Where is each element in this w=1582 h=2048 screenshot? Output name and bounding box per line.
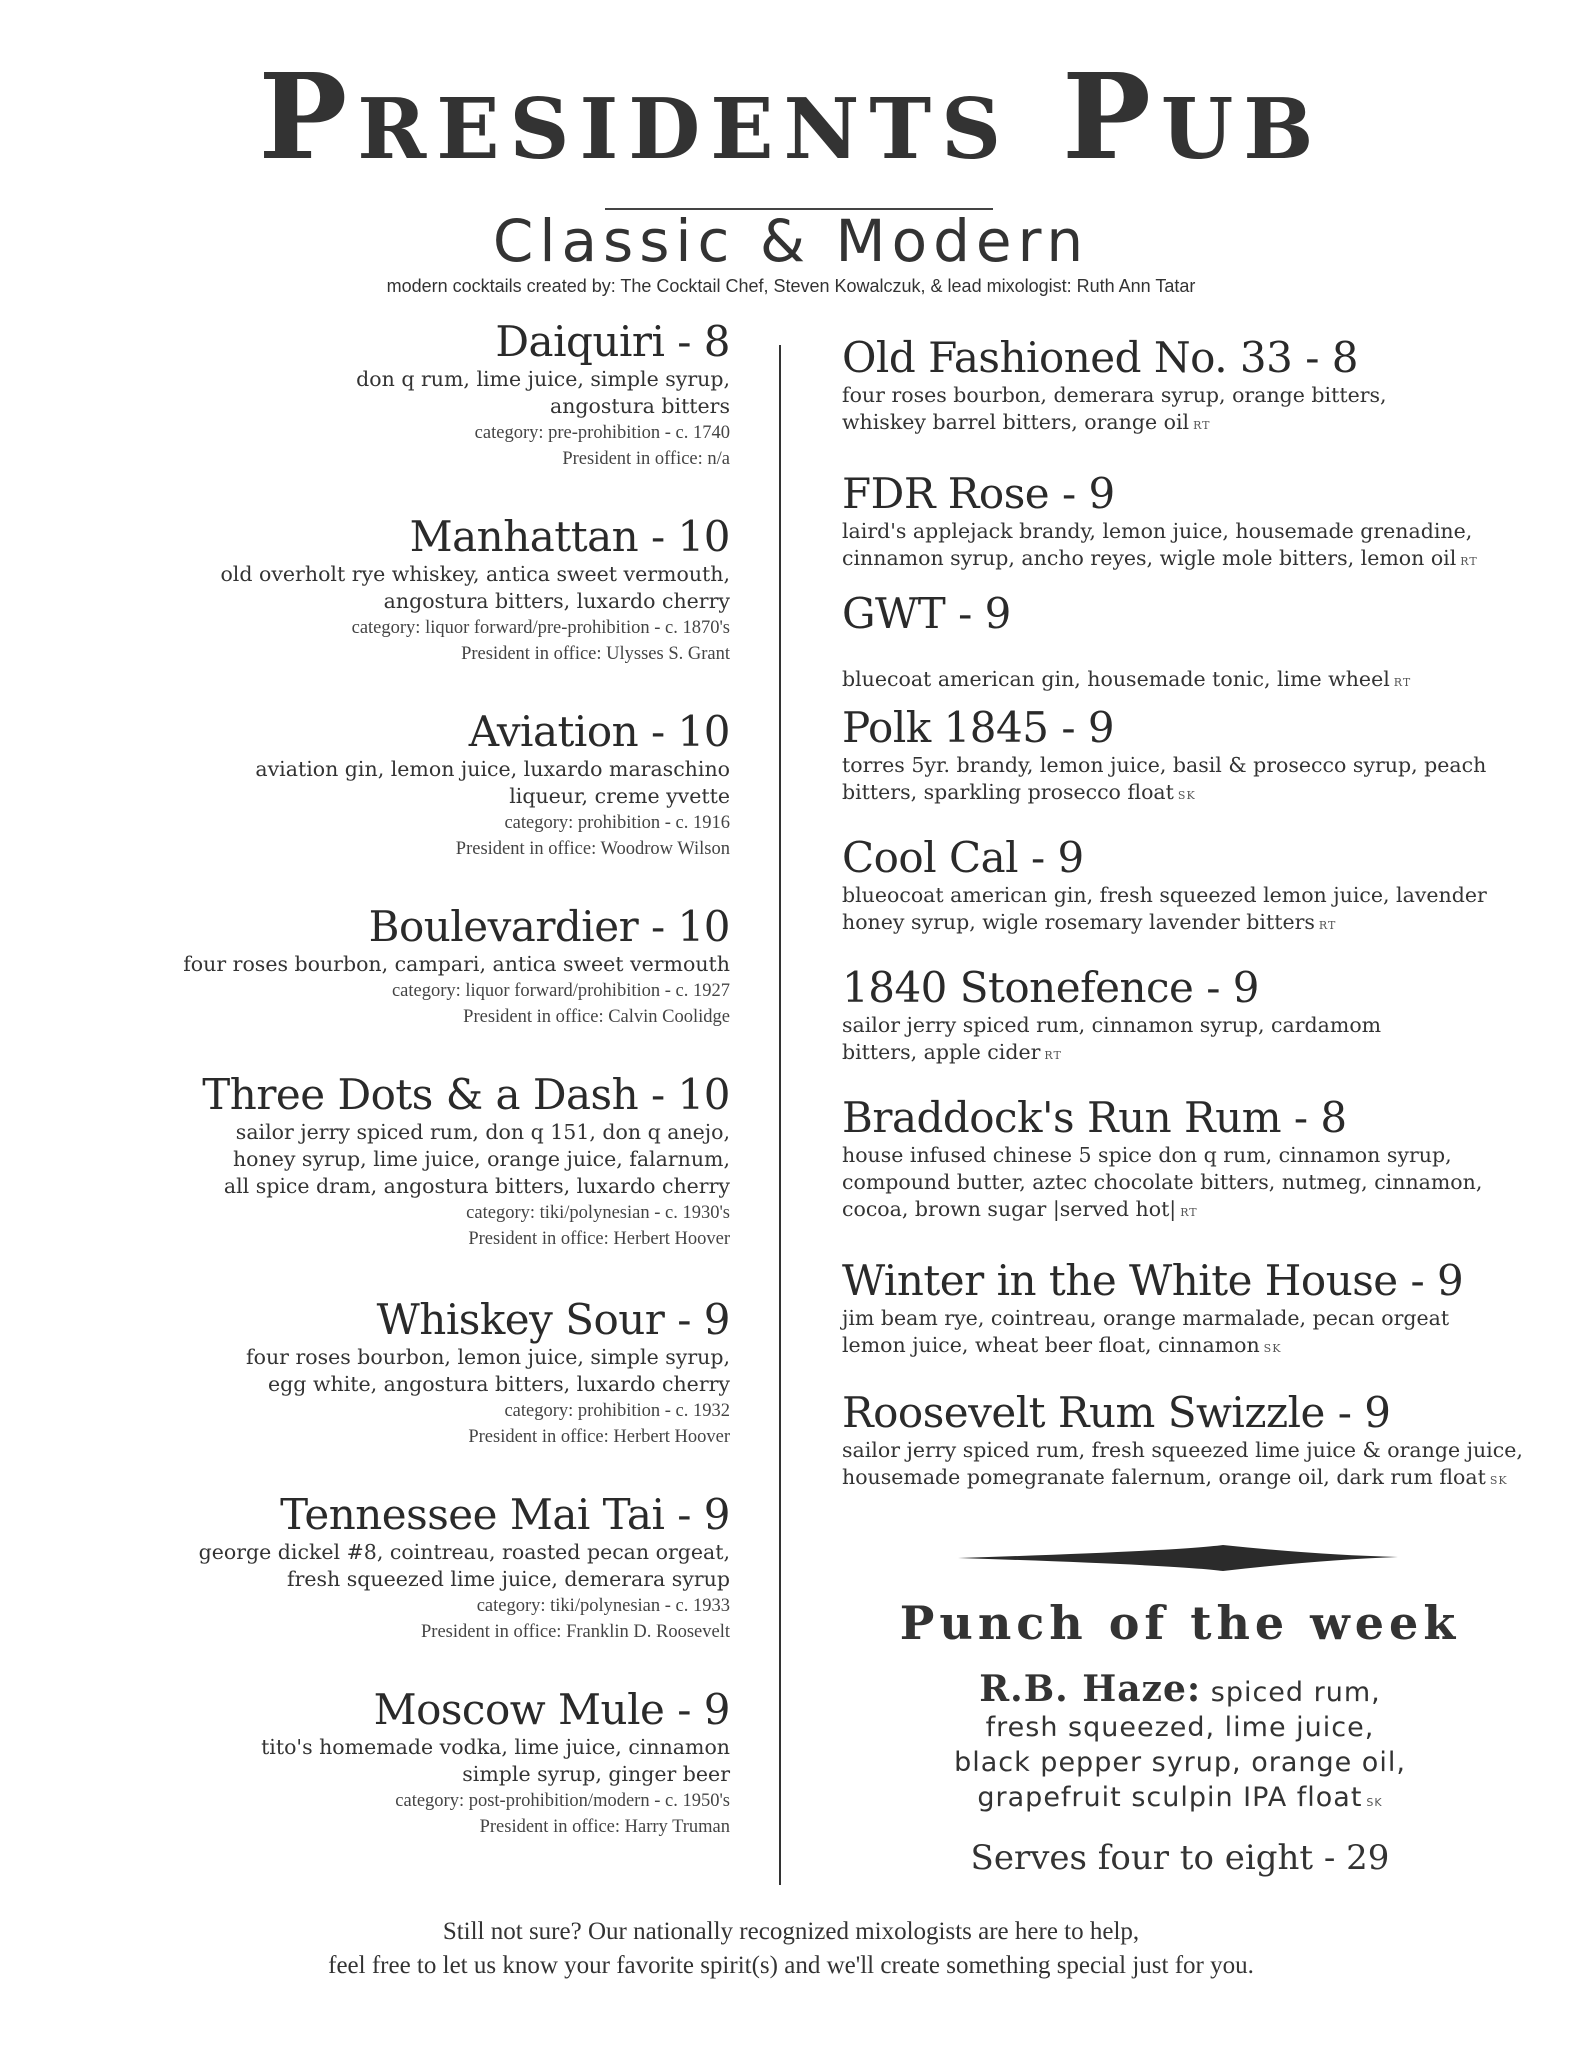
drink-name: Manhattan - 10: [409, 512, 730, 561]
drink-name: FDR Rose - 9: [842, 469, 1115, 518]
drink-president: President in office: Herbert Hoover: [468, 1427, 730, 1447]
drink-item-three-dots-and-a-dash: [202, 1071, 730, 1252]
drink-ingredients: cocoa, brown sugar |served hot| RT: [842, 1197, 1198, 1221]
drink-president: President in office: Harry Truman: [479, 1817, 730, 1837]
drink-item-1840-stonefence: [842, 964, 1381, 1069]
drink-item-old-fashioned-no-33: [842, 334, 1387, 439]
drink-ingredients: honey syrup, wigle rosemary lavender bitters RT: [842, 910, 1337, 934]
drink-ingredients: compound butter, aztec chocolate bitters, nutmeg, cinnamon,: [842, 1170, 1483, 1194]
drink-item-daiquiri: [356, 318, 730, 472]
drink-ingredients: blueocoat american gin, fresh squeezed lemon juice, lavender: [842, 883, 1487, 907]
pub-title: Presidents Pub: [258, 47, 1324, 186]
mixologist-tag: RT: [1180, 1206, 1198, 1219]
drink-ingredients: jim beam rye, cointreau, orange marmalade, pecan orgeat: [842, 1306, 1450, 1330]
mixologist-tag: SK: [1489, 1474, 1508, 1487]
drink-name: Winter in the White House - 9: [842, 1256, 1464, 1305]
drink-name: Whiskey Sour - 9: [376, 1295, 730, 1344]
drink-category: category: pre-prohibition - c. 1740: [474, 423, 730, 443]
drink-name: 1840 Stonefence - 9: [842, 963, 1260, 1012]
drink-president: President in office: Herbert Hoover: [468, 1229, 730, 1249]
drink-category: category: tiki/polynesian - c. 1930's: [466, 1203, 730, 1223]
drink-ingredients: four roses bourbon, lemon juice, simple syrup,: [246, 1345, 730, 1369]
drink-name: Three Dots & a Dash - 10: [202, 1070, 730, 1119]
drink-item-polk-1845: [842, 704, 1486, 809]
drink-name: Polk 1845 - 9: [842, 703, 1115, 752]
drink-ingredients: angostura bitters, luxardo cherry: [383, 589, 730, 613]
drink-ingredients: bitters, sparkling prosecco float SK: [842, 780, 1196, 804]
drink-ingredients: four roses bourbon, campari, antica sweet vermouth: [183, 952, 730, 976]
drink-name: Boulevardier - 10: [368, 902, 730, 951]
mixologist-tag: SK: [1263, 1342, 1282, 1355]
drink-ingredients: house infused chinese 5 spice don q rum, cinnamon syrup,: [842, 1143, 1452, 1167]
drink-ingredients: laird's applejack brandy, lemon juice, housemade grenadine,: [842, 519, 1473, 543]
drink-ingredients: george dickel #8, cointreau, roasted pecan orgeat,: [198, 1540, 730, 1564]
drink-ingredients: aviation gin, lemon juice, luxardo maraschino: [255, 757, 730, 781]
drink-item-cool-cal: [842, 834, 1487, 939]
drink-item-moscow-mule: [261, 1686, 730, 1840]
drink-item-aviation: [255, 708, 730, 862]
drink-ingredients: sailor jerry spiced rum, fresh squeezed lime juice & orange juice,: [842, 1438, 1523, 1462]
drink-ingredients: egg white, angostura bitters, luxardo cherry: [268, 1372, 730, 1396]
punch-line: grapefruit sculpin IPA float SK: [977, 1782, 1383, 1813]
punch-serves-price: Serves four to eight - 29: [970, 1838, 1390, 1878]
drink-ingredients: simple syrup, ginger beer: [462, 1762, 730, 1786]
drink-category: category: prohibition - c. 1932: [504, 1401, 730, 1421]
drink-category: category: prohibition - c. 1916: [504, 813, 730, 833]
drink-president: President in office: Woodrow Wilson: [455, 839, 730, 859]
mixologist-tag: RT: [1460, 555, 1478, 568]
drink-ingredients: fresh squeezed lime juice, demerara syrup: [286, 1567, 730, 1591]
column-divider: [779, 345, 781, 1885]
drink-ingredients: sailor jerry spiced rum, cinnamon syrup, cardamom: [842, 1013, 1382, 1037]
punch-heading: Punch of the week: [899, 1596, 1461, 1650]
swash-ornament: [958, 1543, 1398, 1573]
punch-line: fresh squeezed, lime juice,: [985, 1712, 1375, 1743]
drink-ingredients: honey syrup, lime juice, orange juice, falarnum,: [232, 1147, 730, 1171]
drink-ingredients: bluecoat american gin, housemade tonic, lime wheel RT: [842, 667, 1412, 691]
drink-item-gwt: [842, 590, 1411, 696]
mixologist-tag: RT: [1393, 676, 1412, 689]
drink-item-tennessee-mai-tai: [199, 1491, 730, 1645]
drink-category: category: liquor forward/prohibition - c. 1927: [391, 981, 730, 1001]
drink-ingredients: liqueur, creme yvette: [509, 784, 730, 808]
drink-item-whiskey-sour: [246, 1296, 730, 1450]
drink-ingredients: lemon juice, wheat beer float, cinnamon SK: [842, 1333, 1282, 1357]
drink-name: Braddock's Run Rum - 8: [842, 1093, 1347, 1142]
footer-line: Still not sure? Our nationally recognized mixologists are here to help,: [442, 1918, 1140, 1945]
punch-line: black pepper syrup, orange oil,: [954, 1747, 1406, 1778]
drink-ingredients: whiskey barrel bitters, orange oil RT: [842, 410, 1211, 434]
drink-item-roosevelt-rum-swizzle: [842, 1389, 1523, 1494]
drink-president: President in office: Franklin D. Roosevelt: [421, 1622, 730, 1642]
drink-president: President in office: Calvin Coolidge: [463, 1007, 730, 1027]
drink-ingredients: four roses bourbon, demerara syrup, orange bitters,: [842, 383, 1387, 407]
drink-ingredients: sailor jerry spiced rum, don q 151, don q anejo,: [235, 1120, 730, 1144]
drink-category: category: tiki/polynesian - c. 1933: [476, 1596, 730, 1616]
mixologist-tag: RT: [1044, 1049, 1062, 1062]
footer-note: [0, 1915, 1582, 1983]
drink-name: Roosevelt Rum Swizzle - 9: [842, 1388, 1391, 1437]
mixologist-tag: SK: [1177, 789, 1196, 802]
drink-president: President in office: Ulysses S. Grant: [461, 644, 730, 664]
drink-name: Cool Cal - 9: [842, 833, 1084, 882]
punch-line: R.B. Haze: spiced rum,: [979, 1668, 1381, 1710]
drink-item-fdr-rose: [842, 470, 1478, 575]
drink-name: Moscow Mule - 9: [373, 1685, 730, 1734]
drink-item-boulevardier: [183, 903, 730, 1030]
drink-category: category: post-prohibition/modern - c. 1950's: [395, 1791, 730, 1811]
drink-ingredients: angostura bitters: [550, 394, 730, 418]
drink-item-winter-in-the-white-house: [842, 1257, 1463, 1362]
drink-name: GWT - 9: [842, 589, 1011, 638]
drink-name: Tennessee Mai Tai - 9: [280, 1490, 730, 1539]
drink-name: Old Fashioned No. 33 - 8: [842, 333, 1358, 382]
drink-ingredients: don q rum, lime juice, simple syrup,: [356, 367, 730, 391]
punch-name: R.B. Haze:: [979, 1668, 1202, 1710]
drink-president: President in office: n/a: [562, 449, 730, 469]
mixologist-tag: RT: [1318, 919, 1337, 932]
drink-item-braddocks-run-rum: [842, 1094, 1482, 1226]
drink-item-manhattan: [220, 513, 730, 667]
drink-ingredients: old overholt rye whiskey, antica sweet vermouth,: [220, 562, 730, 586]
drink-ingredients: all spice dram, angostura bitters, luxardo cherry: [223, 1174, 730, 1198]
drink-ingredients: torres 5yr. brandy, lemon juice, basil & prosecco syrup, peach: [842, 753, 1487, 777]
mixologist-tag: RT: [1193, 419, 1211, 432]
credits-line: modern cocktails created by: The Cocktail Chef, Steven Kowalczuk, & lead mixologist: Ruth Ann Tatar: [386, 276, 1196, 296]
drink-category: category: liquor forward/pre-prohibition - c. 1870's: [351, 618, 730, 638]
drink-name: Aviation - 10: [468, 707, 730, 756]
drink-ingredients: tito's homemade vodka, lime juice, cinnamon: [261, 1735, 730, 1759]
drink-ingredients: cinnamon syrup, ancho reyes, wigle mole bitters, lemon oil RT: [842, 546, 1478, 570]
punch-description: [870, 1668, 1490, 1820]
drink-name: Daiquiri - 8: [495, 317, 730, 366]
drink-ingredients: bitters, apple cider RT: [842, 1040, 1062, 1064]
menu-subtitle: Classic & Modern: [492, 207, 1090, 275]
drink-ingredients: housemade pomegranate falernum, orange oil, dark rum float SK: [842, 1465, 1508, 1489]
mixologist-tag: SK: [1366, 1796, 1383, 1809]
footer-line: feel free to let us know your favorite spirit(s) and we'll create something special just for you.: [328, 1952, 1254, 1979]
